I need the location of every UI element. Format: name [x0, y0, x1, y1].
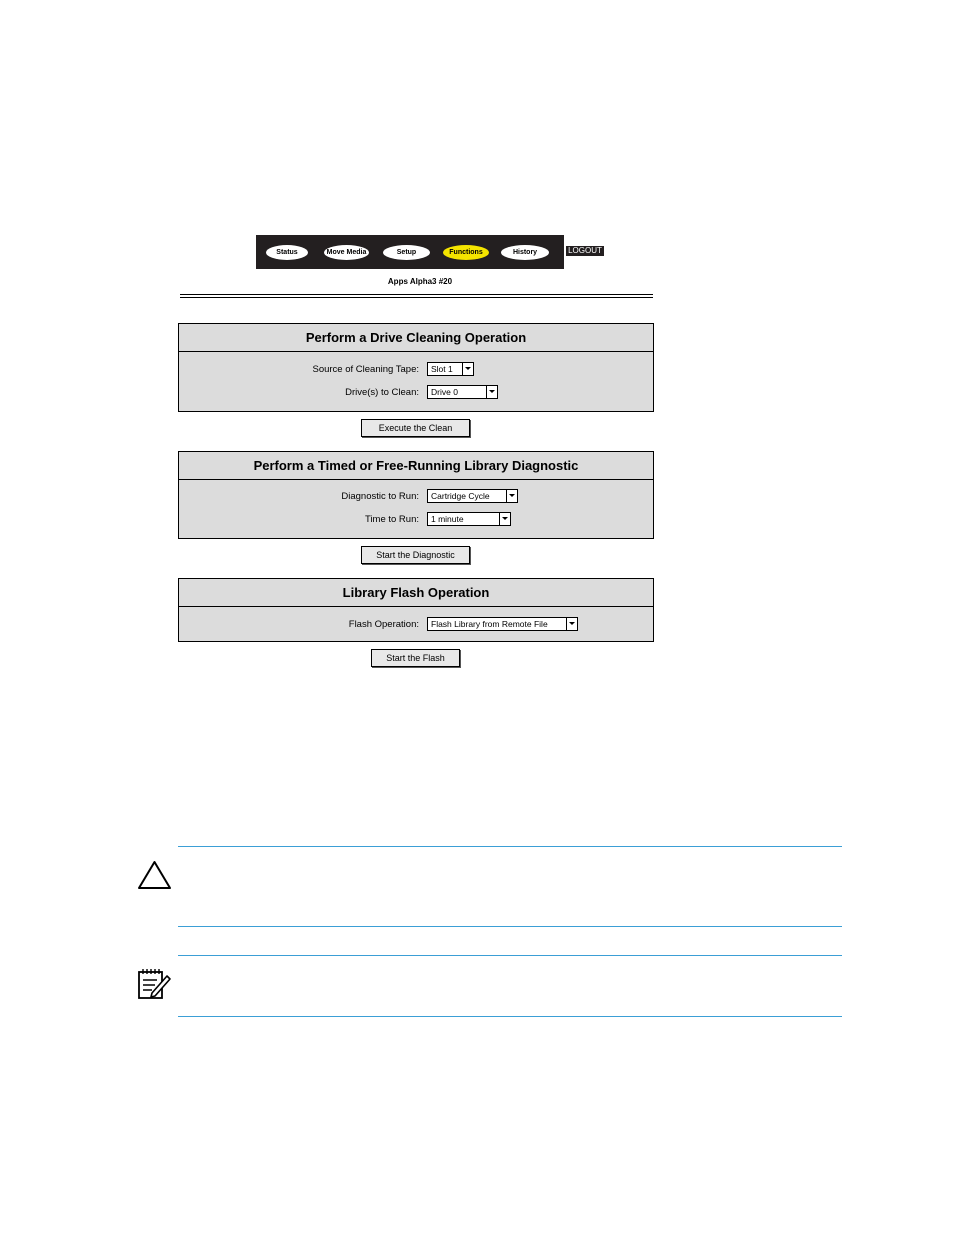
start-diagnostic-button[interactable]: Start the Diagnostic: [361, 546, 470, 564]
tab-history[interactable]: History: [501, 245, 549, 260]
diagnostic-type-value: Cartridge Cycle: [431, 491, 490, 501]
chevron-down-icon: [566, 618, 577, 630]
cleaning-drive-label: Drive(s) to Clean:: [345, 387, 419, 398]
divider: [180, 294, 653, 295]
note-top-rule: [178, 955, 842, 956]
diagnostic-panel: [178, 451, 654, 539]
flash-operation-select[interactable]: [427, 617, 578, 631]
diagnostic-time-row: [179, 512, 653, 528]
chevron-down-icon: [462, 363, 473, 375]
cleaning-drive-row: [179, 385, 653, 401]
flash-panel-title: Library Flash Operation: [179, 579, 653, 607]
tab-status[interactable]: Status: [266, 245, 308, 260]
diagnostic-type-label: Diagnostic to Run:: [341, 491, 419, 502]
diagnostic-time-label: Time to Run:: [364, 514, 419, 525]
nav-bar: [256, 235, 564, 269]
tab-move-media[interactable]: Move Media: [324, 245, 369, 260]
chevron-down-icon: [486, 386, 497, 398]
cleaning-drive-value: Drive 0: [431, 387, 458, 397]
flash-operation-row: [179, 617, 653, 633]
diagnostic-time-select[interactable]: [427, 512, 511, 526]
tab-setup[interactable]: Setup: [383, 245, 430, 260]
diagnostic-time-value: 1 minute: [431, 514, 464, 524]
tab-functions[interactable]: Functions: [443, 245, 489, 260]
logout-button[interactable]: LOGOUT: [566, 246, 604, 256]
chevron-down-icon: [499, 513, 510, 525]
cleaning-panel: [178, 323, 654, 412]
caution-triangle-icon: [137, 860, 172, 890]
cleaning-source-value: Slot 1: [431, 364, 453, 374]
cleaning-panel-title: Perform a Drive Cleaning Operation: [179, 324, 653, 352]
cleaning-source-select[interactable]: [427, 362, 474, 376]
flash-panel: [178, 578, 654, 642]
device-name: Apps Alpha3 #20: [387, 277, 453, 286]
cleaning-source-row: [179, 362, 653, 378]
notepad-pencil-icon: [136, 966, 172, 1002]
diagnostic-panel-title: Perform a Timed or Free-Running Library Diagnostic: [179, 452, 653, 480]
execute-clean-button[interactable]: Execute the Clean: [361, 419, 470, 437]
start-flash-button[interactable]: Start the Flash: [371, 649, 460, 667]
cleaning-source-label: Source of Cleaning Tape:: [312, 364, 419, 375]
diagnostic-type-select[interactable]: [427, 489, 518, 503]
divider: [180, 297, 653, 298]
note-bottom-rule: [178, 1016, 842, 1017]
chevron-down-icon: [506, 490, 517, 502]
diagnostic-type-row: [179, 489, 653, 505]
cleaning-drive-select[interactable]: [427, 385, 498, 399]
caution-bottom-rule: [178, 926, 842, 927]
flash-operation-label: Flash Operation:: [348, 619, 419, 630]
flash-operation-value: Flash Library from Remote File: [431, 619, 548, 629]
caution-top-rule: [178, 846, 842, 847]
